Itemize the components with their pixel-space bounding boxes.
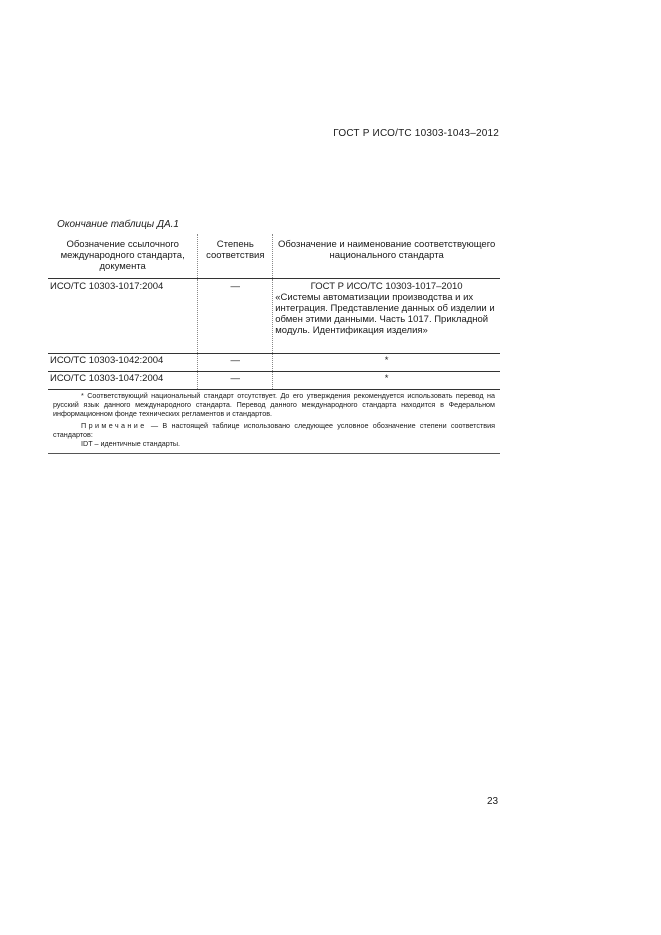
cell-national-standard — [273, 279, 500, 354]
cell-reference: ИСО/ТС 10303-1047:2004 — [48, 372, 198, 390]
column-header-reference: Обозначение ссылочного международного стандарта, документа — [48, 234, 198, 279]
table-row — [48, 354, 500, 372]
table-caption: Окончание таблицы ДА.1 — [57, 219, 179, 230]
note-label: Примечание — [81, 421, 147, 431]
table-header-row — [48, 234, 500, 279]
national-standard-code: ГОСТ Р ИСО/ТС 10303-1017–2010 — [310, 281, 463, 292]
document-code-header: ГОСТ Р ИСО/ТС 10303-1043–2012 — [333, 128, 499, 139]
table-row — [48, 279, 500, 354]
footnote: * Соответствующий национальный стандарт отсутствует. До его утверждения рекомендуется использовать перевод на русский язык данного международного стандарта. Перевод данного международного стандарта находится в Федеральном информационном фонде технических регламентов и стандартов. — [53, 391, 495, 418]
table-notes — [48, 390, 500, 454]
cell-degree: — — [198, 372, 273, 390]
note-paragraph — [53, 422, 495, 440]
table-notes-row — [48, 390, 500, 454]
table-row — [48, 372, 500, 390]
page-number: 23 — [487, 796, 499, 807]
idt-definition: IDT – идентичные стандарты. — [81, 438, 181, 448]
column-header-national: Обозначение и наименование соответствующего национального стандарта — [273, 234, 500, 279]
national-standard-title: «Системы автоматизации производства и их интеграция. Представление данных об изделии и обмен этими данными. Часть 1017. Прикладной модуль. Идентификация изделия» — [275, 292, 495, 336]
cell-national-standard: * — [273, 354, 500, 372]
column-header-degree: Степень соответствия — [198, 234, 273, 279]
cell-degree: — — [198, 354, 273, 372]
cell-national-standard: * — [273, 372, 500, 390]
cell-reference: ИСО/ТС 10303-1042:2004 — [48, 354, 198, 372]
note-text: — В настоящей таблице использовано следующее условное обозначение степени соответствия стандартов: — [53, 421, 496, 440]
reference-table — [48, 234, 500, 454]
cell-degree: — — [198, 279, 273, 354]
cell-reference: ИСО/ТС 10303-1017:2004 — [48, 279, 198, 354]
